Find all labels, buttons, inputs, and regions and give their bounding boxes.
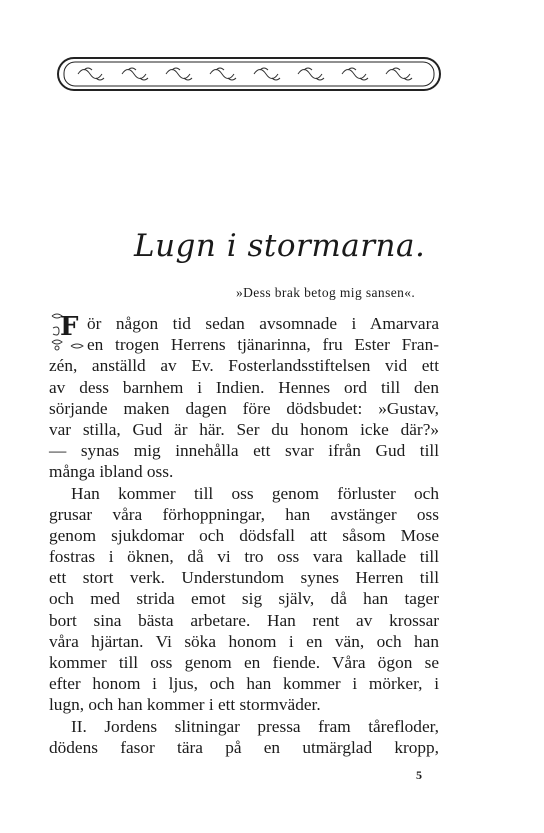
text-line: genom sjukdomar och dödsfall att såsom Mose [49,525,439,545]
text-line: fostras i öknen, då vi tro oss vara kallade till [49,547,439,567]
text-line: — synas mig innehålla ett svar ifrån Gud till [49,441,439,461]
dropcap-letter: F [60,312,79,342]
text-line: grusar våra förhoppningar, han avstänger oss [49,504,439,524]
text-line: en trogen Herrens tjänarinna, fru Ester Fran- [87,335,439,355]
page-title: Lugn i stormarna. [134,228,426,264]
text-line: många ibland oss. [49,462,174,482]
text-line: ör någon tid sedan avsomnade i Amarvara [87,314,439,333]
text-line: ett stort verk. Understundom synes Herren till [49,568,439,588]
text-line: och med strida emot sig själv, då han tager [49,589,439,609]
text-line: II. Jordens slitningar pressa fram tårefloder, [71,716,439,736]
ornament-border-icon [56,56,442,92]
page-number: 5 [416,768,422,782]
text-line: var stilla, Gud är här. Ser du honom icke där?» [49,419,439,439]
text-line: sörjande maken dagen före dödsbudet: »Gustav, [49,398,439,418]
text-line: Han kommer till oss genom förluster och [71,483,439,503]
text-line: zén, anställd av Ev. Fosterlandsstiftelsen vid ett [49,356,439,376]
text-line: av dess barnhem i Indien. Hennes ord till den [49,377,439,397]
text-line: kommer till oss genom en fiende. Våra ögon se [49,653,439,672]
body-text [49,313,439,758]
text-line: bort sina bästa arbetare. Han rent av krossar [49,610,439,630]
text-line: våra hjärtan. Vi söka honom i en vän, och han [49,631,439,651]
text-line: efter honom i ljus, och han kommer i mörker, i [49,674,439,694]
epigraph-quote: »Dess brak betog mig sansen«. [236,285,416,300]
text-line: lugn, och han kommer i ett stormväder. [49,695,321,715]
text-line: dödens fasor tära på en utmärglad kropp, [49,737,439,757]
header-ornament [56,56,442,92]
